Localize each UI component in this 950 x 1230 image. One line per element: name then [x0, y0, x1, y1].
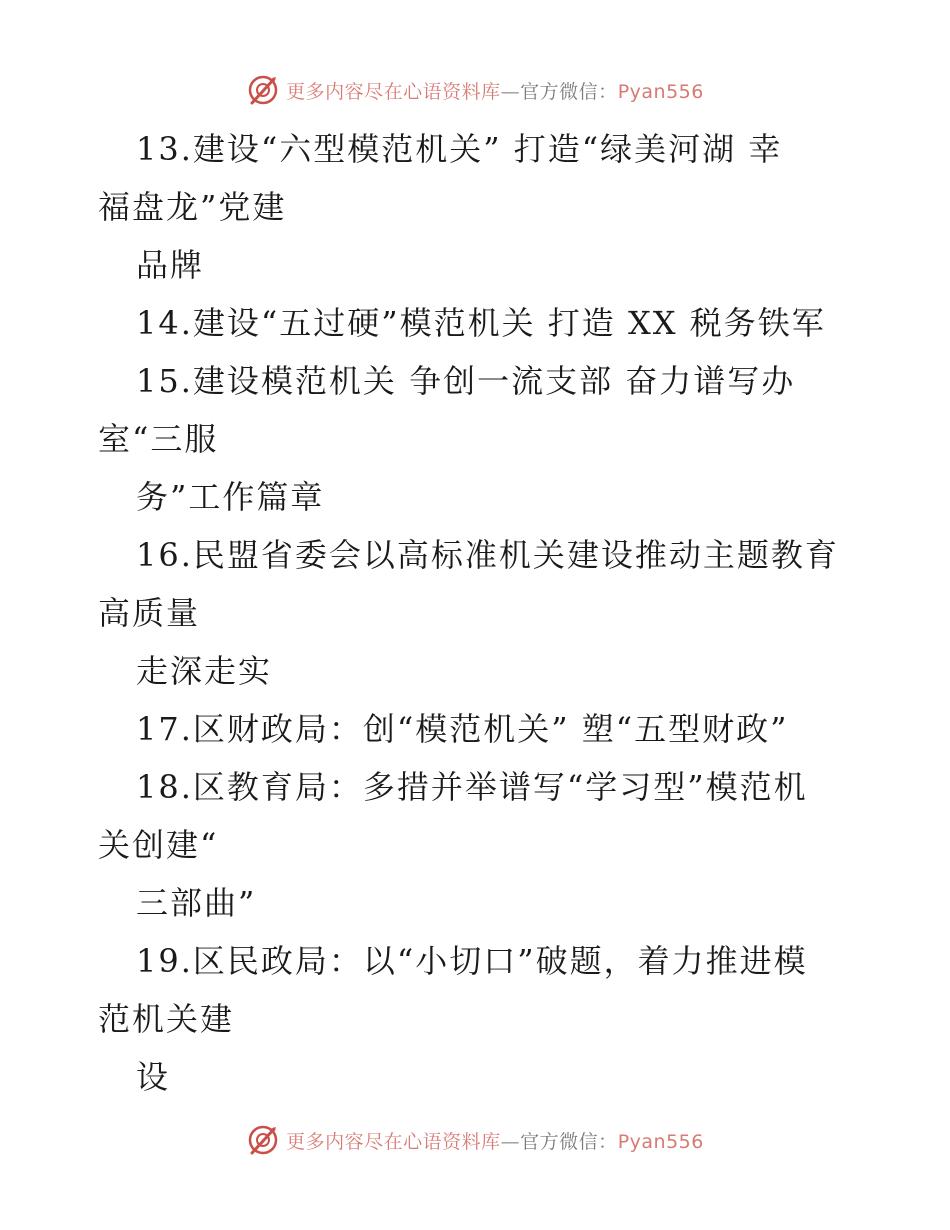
text-line: 高质量 — [98, 594, 201, 632]
text-line: 设 — [136, 1058, 171, 1096]
text-line: 15.建设模范机关 争创一流支部 奋力谱写办 — [136, 362, 796, 400]
document-body — [98, 120, 898, 1106]
pen-logo-icon — [246, 1123, 280, 1157]
text-line: 室“三服 — [98, 420, 219, 458]
text-line: 走深走实 — [136, 652, 273, 690]
footer-watermark — [0, 1120, 950, 1160]
text-line: 18.区教育局：多措并举谱写“学习型”模范机 — [136, 768, 808, 806]
text-line: 19.区民政局：以“小切口”破题，着力推进模 — [136, 942, 808, 980]
header-watermark — [0, 70, 950, 110]
text-line: 16.民盟省委会以高标准机关建设推动主题教育 — [136, 536, 839, 574]
text-line: 务”工作篇章 — [136, 478, 325, 516]
watermark-text: 更多内容尽在心语资料库 — [286, 80, 501, 103]
watermark-handle: Pyan556 — [617, 1130, 704, 1153]
text-line: 品牌 — [136, 246, 205, 284]
text-line: 13.建设“六型模范机关” 打造“绿美河湖 幸 — [136, 130, 783, 168]
text-line: 三部曲” — [136, 884, 257, 922]
watermark-wechat-label: 官方微信： — [520, 80, 618, 103]
pen-logo-icon — [246, 73, 280, 107]
watermark-wechat-label: 官方微信： — [520, 1130, 618, 1153]
text-line: 福盘龙”党建 — [98, 188, 287, 226]
text-line: 14.建设“五过硬”模范机关 打造 XX 税务铁军 — [136, 304, 826, 342]
text-line: 范机关建 — [98, 1000, 235, 1038]
text-line: 关创建“ — [98, 826, 219, 864]
watermark-dash: — — [500, 80, 521, 103]
text-line: 17.区财政局：创“模范机关” 塑“五型财政” — [136, 710, 789, 748]
watermark-dash: — — [500, 1130, 521, 1153]
watermark-handle: Pyan556 — [617, 80, 704, 103]
watermark-text: 更多内容尽在心语资料库 — [286, 1130, 501, 1153]
